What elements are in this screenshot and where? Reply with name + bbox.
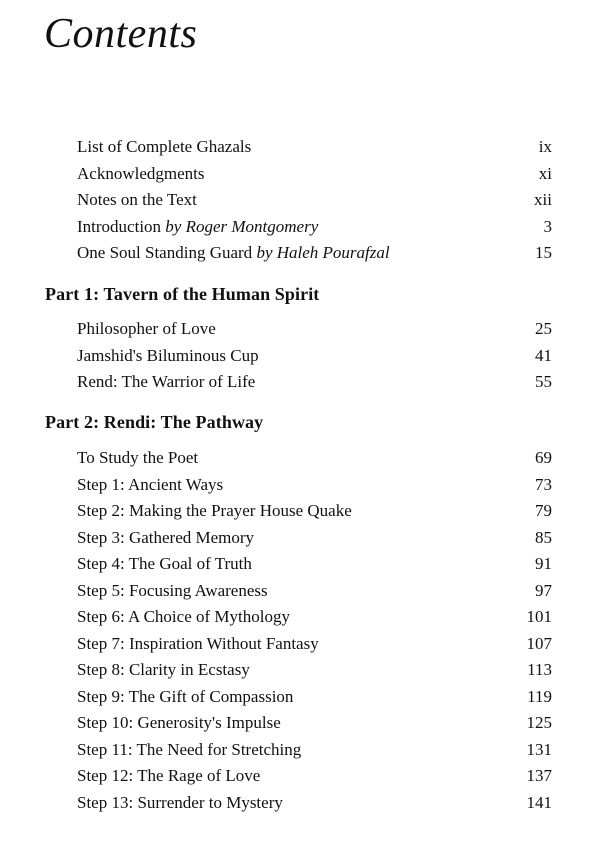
toc-entry[interactable] [0,604,600,631]
toc-entry-page: 69 [535,448,552,467]
toc-entry-label: Acknowledgments [77,163,205,183]
toc-entry-page: 113 [527,660,552,679]
toc-entry[interactable] [0,578,600,605]
toc-entry-label: Step 4: The Goal of Truth [77,554,252,573]
toc-entry-byline: by Haleh Pourafzal [256,243,390,262]
toc-entry-page: 97 [535,580,552,600]
toc-entry-page: 141 [526,792,552,812]
toc-entry[interactable] [0,684,600,711]
toc-entry-label: Jamshid's Biluminous Cup [77,345,259,365]
toc-entry-page: 131 [526,739,552,759]
toc-entry-label: Step 6: A Choice of Mythology [77,607,290,626]
toc-entry-byline: by Roger Montgomery [165,216,319,236]
toc-entry-label: Step 13: Surrender to Mystery [77,792,283,812]
toc-entry[interactable] [0,369,600,396]
toc-entry[interactable] [0,631,600,658]
toc-entry-page: xii [534,190,552,209]
toc-entry[interactable] [0,134,600,161]
toc-entry-label: Rend: The Warrior of Life [77,372,256,391]
toc-entry[interactable] [0,710,600,737]
toc-entry-label: Step 2: Making the Prayer House Quake [77,501,352,520]
toc-entry-label: Notes on the Text [77,190,197,209]
toc-entry[interactable] [0,498,600,525]
toc-entry[interactable] [0,187,600,214]
toc-entry-page: 15 [535,243,552,262]
toc-entry-page: 25 [535,319,552,338]
toc-entry-page: xi [538,163,552,183]
toc-entry-page: 55 [535,372,552,391]
toc-entry-label: Step 8: Clarity in Ecstasy [77,660,250,679]
part-1-list [0,316,600,396]
toc-entry-page: 137 [526,766,552,785]
page-title: Contents [44,11,198,57]
toc-entry-label: Step 5: Focusing Awareness [77,580,268,600]
toc-entry[interactable] [0,343,600,370]
toc-entry-page: 107 [526,633,552,653]
toc-entry-label: Philosopher of Love [77,319,216,338]
toc-entry[interactable] [0,161,600,188]
toc-entry-page: 41 [535,345,552,365]
toc-entry-label: List of Complete Ghazals [77,137,252,156]
toc-entry-page: 3 [543,216,552,236]
toc-entry-label: Introduction [77,216,162,236]
toc-entry-label: Step 3: Gathered Memory [77,527,255,547]
toc-entry[interactable] [0,240,600,267]
toc-entry-label: Step 11: The Need for Stretching [77,739,302,759]
toc-entry[interactable] [0,763,600,790]
toc-entry[interactable] [0,657,600,684]
part-2-list [0,445,600,816]
toc-entry-page: 91 [535,554,552,573]
toc-entry-label: Step 10: Generosity's Impulse [77,713,281,732]
toc-entry[interactable] [0,551,600,578]
toc-entry-label: Step 12: The Rage of Love [77,766,261,785]
toc-entry-label: One Soul Standing Guard [77,243,253,262]
toc-entry[interactable] [0,316,600,343]
toc-entry-page: 119 [527,686,552,706]
toc-entry[interactable] [0,790,600,817]
part-2-heading: Part 2: Rendi: The Pathway [45,412,264,432]
front-matter-list [0,134,600,267]
toc-entry-label: Step 1: Ancient Ways [77,474,224,494]
toc-entry[interactable] [0,737,600,764]
toc-entry-page: ix [538,137,552,156]
toc-entry-page: 73 [535,474,552,494]
toc-entry-page: 85 [535,527,552,547]
toc-entry-label: Step 7: Inspiration Without Fantasy [77,633,319,653]
toc-entry-label: To Study the Poet [77,448,199,467]
toc-entry[interactable] [0,445,600,472]
toc-entry-page: 101 [526,607,552,626]
toc-entry[interactable] [0,472,600,499]
part-1-heading: Part 1: Tavern of the Human Spirit [45,284,320,304]
toc-entry-page: 79 [535,501,552,520]
toc-entry-label: Step 9: The Gift of Compassion [77,686,294,706]
toc-entry[interactable] [0,525,600,552]
toc-entry-page: 125 [526,713,552,732]
toc-entry[interactable] [0,214,600,241]
